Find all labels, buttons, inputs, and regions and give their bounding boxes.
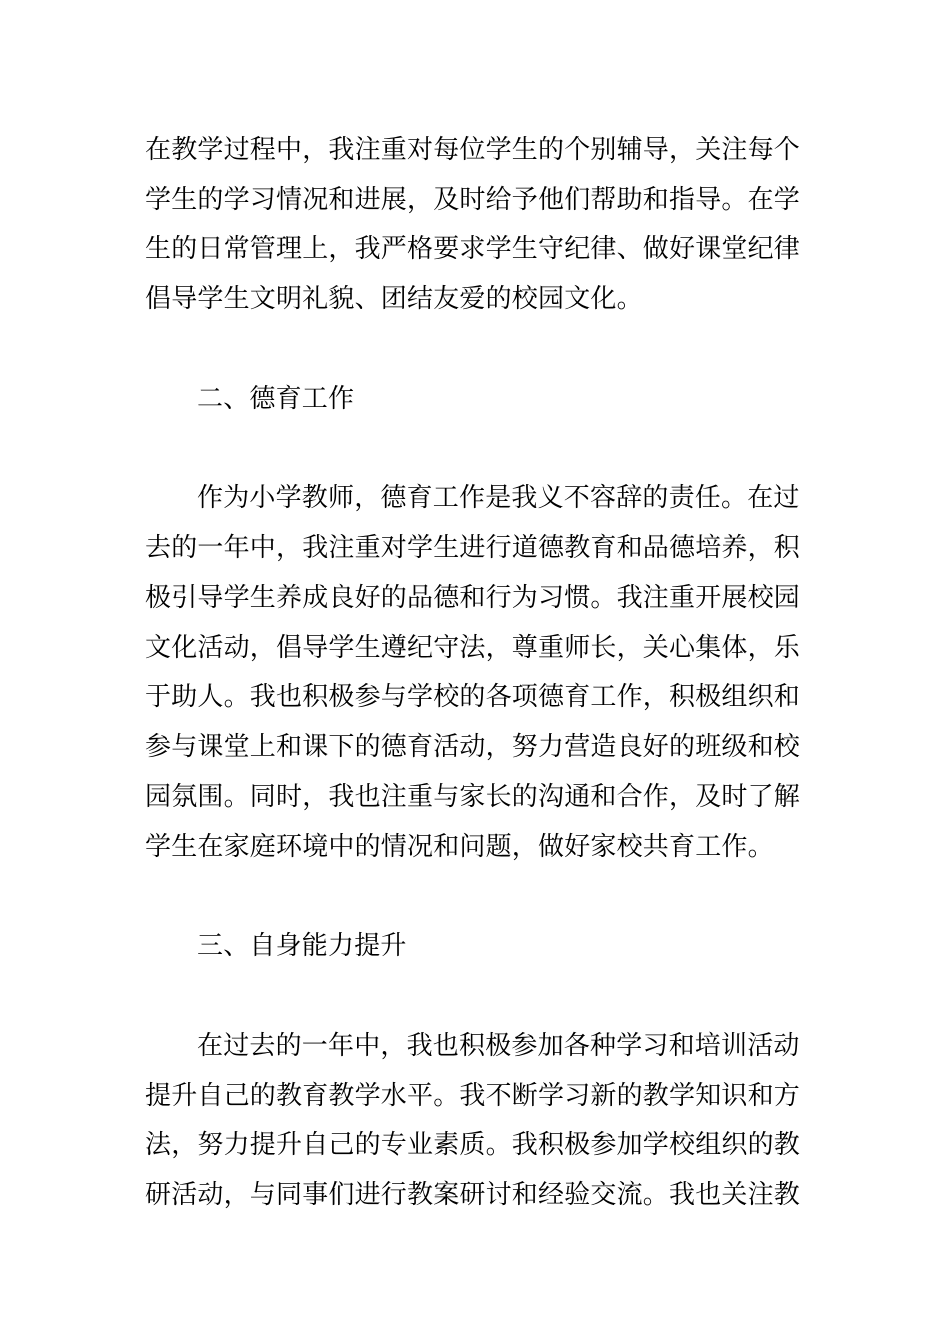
- text-line: 生的日常管理上，我严格要求学生守纪律、做好课堂纪律: [145, 234, 801, 264]
- text-line: 倡导学生文明礼貌、团结友爱的校园文化。: [145, 284, 643, 314]
- text-line: 法，努力提升自己的专业素质。我积极参加学校组织的教: [145, 1130, 801, 1160]
- text-line: 在教学过程中，我注重对每位学生的个别辅导，关注每个: [145, 135, 801, 165]
- text-line: 学生的学习情况和进展，及时给予他们帮助和指导。在学: [145, 185, 801, 215]
- section-heading-moral-education: 二、德育工作: [197, 384, 355, 414]
- text-line: 文化活动，倡导学生遵纪守法，尊重师长，关心集体，乐: [145, 633, 801, 663]
- text-line: 学生在家庭环境中的情况和问题，做好家校共育工作。: [145, 832, 774, 862]
- text-line: 园氛围。同时，我也注重与家长的沟通和合作，及时了解: [145, 782, 801, 812]
- text-line: 于助人。我也积极参与学校的各项德育工作，积极组织和: [145, 682, 801, 712]
- text-line: 在过去的一年中，我也积极参加各种学习和培训活动: [197, 1031, 800, 1061]
- text-line: 作为小学教师，德育工作是我义不容辞的责任。在过: [197, 483, 800, 513]
- text-line: 极引导学生养成良好的品德和行为习惯。我注重开展校园: [145, 583, 801, 613]
- section-heading-self-improvement: 三、自身能力提升: [197, 931, 407, 961]
- text-line: 提升自己的教育教学水平。我不断学习新的教学知识和方: [145, 1081, 801, 1111]
- text-line: 去的一年中，我注重对学生进行道德教育和品德培养，积: [145, 533, 801, 563]
- text-line: 参与课堂上和课下的德育活动，努力营造良好的班级和校: [145, 732, 801, 762]
- text-line: 研活动，与同事们进行教案研讨和经验交流。我也关注教: [145, 1180, 801, 1210]
